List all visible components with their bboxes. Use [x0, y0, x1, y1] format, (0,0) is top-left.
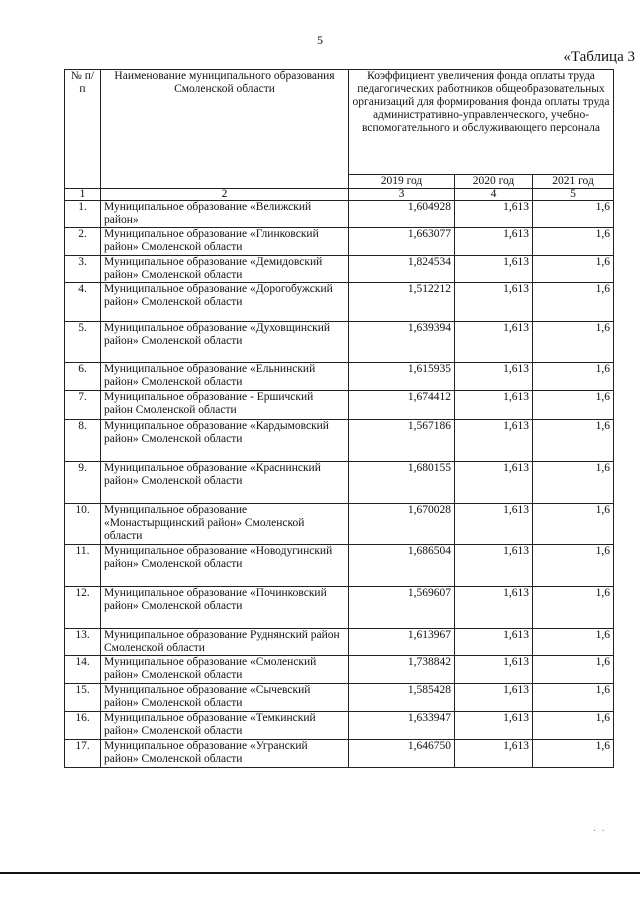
row-number: 4.: [65, 283, 101, 322]
row-number: 17.: [65, 740, 101, 768]
row-municipality-name: Муниципальное образование «Велижский район»: [101, 201, 349, 228]
table-row: [65, 656, 614, 684]
row-value-2019: 1,738842: [349, 656, 455, 684]
row-municipality-name: Муниципальное образование «Сычевский район» Смоленской области: [101, 684, 349, 712]
row-value-2021: 1,6: [533, 201, 614, 228]
table-row: [65, 587, 614, 629]
row-value-2021: 1,6: [533, 363, 614, 391]
row-value-2021: 1,6: [533, 256, 614, 283]
table-row: [65, 504, 614, 545]
row-value-2020: 1,613: [455, 256, 533, 283]
row-value-2021: 1,6: [533, 391, 614, 420]
row-value-2020: 1,613: [455, 656, 533, 684]
row-value-2021: 1,6: [533, 656, 614, 684]
row-value-2019: 1,646750: [349, 740, 455, 768]
row-value-2020: 1,613: [455, 712, 533, 740]
row-value-2019: 1,633947: [349, 712, 455, 740]
row-value-2019: 1,604928: [349, 201, 455, 228]
header-coefficient: Коэффициент увеличения фонда оплаты труда педагогических работников общеобразовательных организаций для формирования фонда оплаты труда административно-управленческого, учебно-вспомогательного и обслуживающего персонала: [349, 70, 614, 175]
row-municipality-name: Муниципальное образование «Монастырщинский район» Смоленской области: [101, 504, 349, 545]
row-value-2019: 1,613967: [349, 629, 455, 656]
row-value-2020: 1,613: [455, 504, 533, 545]
row-municipality-name: Муниципальное образование «Демидовский район» Смоленской области: [101, 256, 349, 283]
row-value-2020: 1,613: [455, 462, 533, 504]
table-row: [65, 201, 614, 228]
row-value-2021: 1,6: [533, 587, 614, 629]
row-value-2021: 1,6: [533, 283, 614, 322]
row-number: 2.: [65, 228, 101, 256]
table-row: [65, 391, 614, 420]
table-row: [65, 283, 614, 322]
table-row: [65, 462, 614, 504]
row-number: 14.: [65, 656, 101, 684]
row-value-2020: 1,613: [455, 283, 533, 322]
row-value-2021: 1,6: [533, 322, 614, 363]
row-municipality-name: Муниципальное образование «Новодугинский район» Смоленской области: [101, 545, 349, 587]
row-value-2019: 1,615935: [349, 363, 455, 391]
table-label: «Таблица 3: [563, 49, 635, 65]
header-year-2020: 2020 год: [455, 175, 533, 189]
page-number: 5: [317, 33, 323, 47]
row-value-2020: 1,613: [455, 545, 533, 587]
header-year-2021: 2021 год: [533, 175, 614, 189]
row-number: 11.: [65, 545, 101, 587]
row-value-2019: 1,512212: [349, 283, 455, 322]
row-municipality-name: Муниципальное образование «Кардымовский район» Смоленской области: [101, 420, 349, 462]
row-value-2020: 1,613: [455, 684, 533, 712]
row-value-2020: 1,613: [455, 629, 533, 656]
row-value-2019: 1,639394: [349, 322, 455, 363]
table-row: [65, 712, 614, 740]
row-value-2019: 1,569607: [349, 587, 455, 629]
row-value-2020: 1,613: [455, 201, 533, 228]
column-index: 5: [533, 189, 614, 201]
row-value-2021: 1,6: [533, 684, 614, 712]
column-index-row: [65, 189, 614, 201]
row-number: 9.: [65, 462, 101, 504]
row-number: 10.: [65, 504, 101, 545]
column-index: 1: [65, 189, 101, 201]
table-row: [65, 740, 614, 768]
row-number: 8.: [65, 420, 101, 462]
row-municipality-name: Муниципальное образование Руднянский район Смоленской области: [101, 629, 349, 656]
coefficient-table: [64, 69, 614, 768]
row-value-2019: 1,670028: [349, 504, 455, 545]
row-value-2019: 1,824534: [349, 256, 455, 283]
row-municipality-name: Муниципальное образование «Смоленский район» Смоленской области: [101, 656, 349, 684]
row-value-2020: 1,613: [455, 322, 533, 363]
row-value-2021: 1,6: [533, 504, 614, 545]
row-municipality-name: Муниципальное образование «Духовщинский район» Смоленской области: [101, 322, 349, 363]
table-row: [65, 684, 614, 712]
row-value-2020: 1,613: [455, 420, 533, 462]
row-value-2021: 1,6: [533, 740, 614, 768]
column-index: 3: [349, 189, 455, 201]
row-number: 6.: [65, 363, 101, 391]
table-row: [65, 545, 614, 587]
row-value-2020: 1,613: [455, 391, 533, 420]
row-value-2021: 1,6: [533, 420, 614, 462]
row-municipality-name: Муниципальное образование «Дорогобужский район» Смоленской области: [101, 283, 349, 322]
column-index: 2: [101, 189, 349, 201]
row-municipality-name: Муниципальное образование «Угранский район» Смоленской области: [101, 740, 349, 768]
table-row: [65, 420, 614, 462]
row-municipality-name: Муниципальное образование «Темкинский район» Смоленской области: [101, 712, 349, 740]
row-municipality-name: Муниципальное образование «Ельнинский район» Смоленской области: [101, 363, 349, 391]
row-number: 15.: [65, 684, 101, 712]
row-value-2020: 1,613: [455, 587, 533, 629]
scan-specks: · ·: [593, 826, 605, 837]
table-row: [65, 256, 614, 283]
row-value-2021: 1,6: [533, 462, 614, 504]
table-row: [65, 322, 614, 363]
row-value-2021: 1,6: [533, 712, 614, 740]
header-number: № п/п: [65, 70, 101, 189]
row-number: 12.: [65, 587, 101, 629]
column-index: 4: [455, 189, 533, 201]
row-value-2021: 1,6: [533, 545, 614, 587]
row-value-2021: 1,6: [533, 228, 614, 256]
header-year-2019: 2019 год: [349, 175, 455, 189]
row-municipality-name: Муниципальное образование «Починковский район» Смоленской области: [101, 587, 349, 629]
table-body: [65, 201, 614, 768]
bottom-rule: [0, 872, 640, 874]
row-municipality-name: Муниципальное образование - Ершичский район Смоленской области: [101, 391, 349, 420]
table-row: [65, 363, 614, 391]
row-number: 13.: [65, 629, 101, 656]
row-value-2019: 1,567186: [349, 420, 455, 462]
row-number: 7.: [65, 391, 101, 420]
row-value-2019: 1,680155: [349, 462, 455, 504]
row-value-2020: 1,613: [455, 228, 533, 256]
row-value-2020: 1,613: [455, 363, 533, 391]
row-municipality-name: Муниципальное образование «Краснинский район» Смоленской области: [101, 462, 349, 504]
header-name: Наименование муниципального образования Смоленской области: [101, 70, 349, 189]
row-value-2019: 1,585428: [349, 684, 455, 712]
row-number: 5.: [65, 322, 101, 363]
row-number: 16.: [65, 712, 101, 740]
row-value-2019: 1,663077: [349, 228, 455, 256]
row-municipality-name: Муниципальное образование «Глинковский район» Смоленской области: [101, 228, 349, 256]
row-value-2020: 1,613: [455, 740, 533, 768]
row-value-2021: 1,6: [533, 629, 614, 656]
row-value-2019: 1,686504: [349, 545, 455, 587]
row-number: 3.: [65, 256, 101, 283]
table-row: [65, 228, 614, 256]
row-value-2019: 1,674412: [349, 391, 455, 420]
table-header: [65, 70, 614, 201]
table-row: [65, 629, 614, 656]
row-number: 1.: [65, 201, 101, 228]
